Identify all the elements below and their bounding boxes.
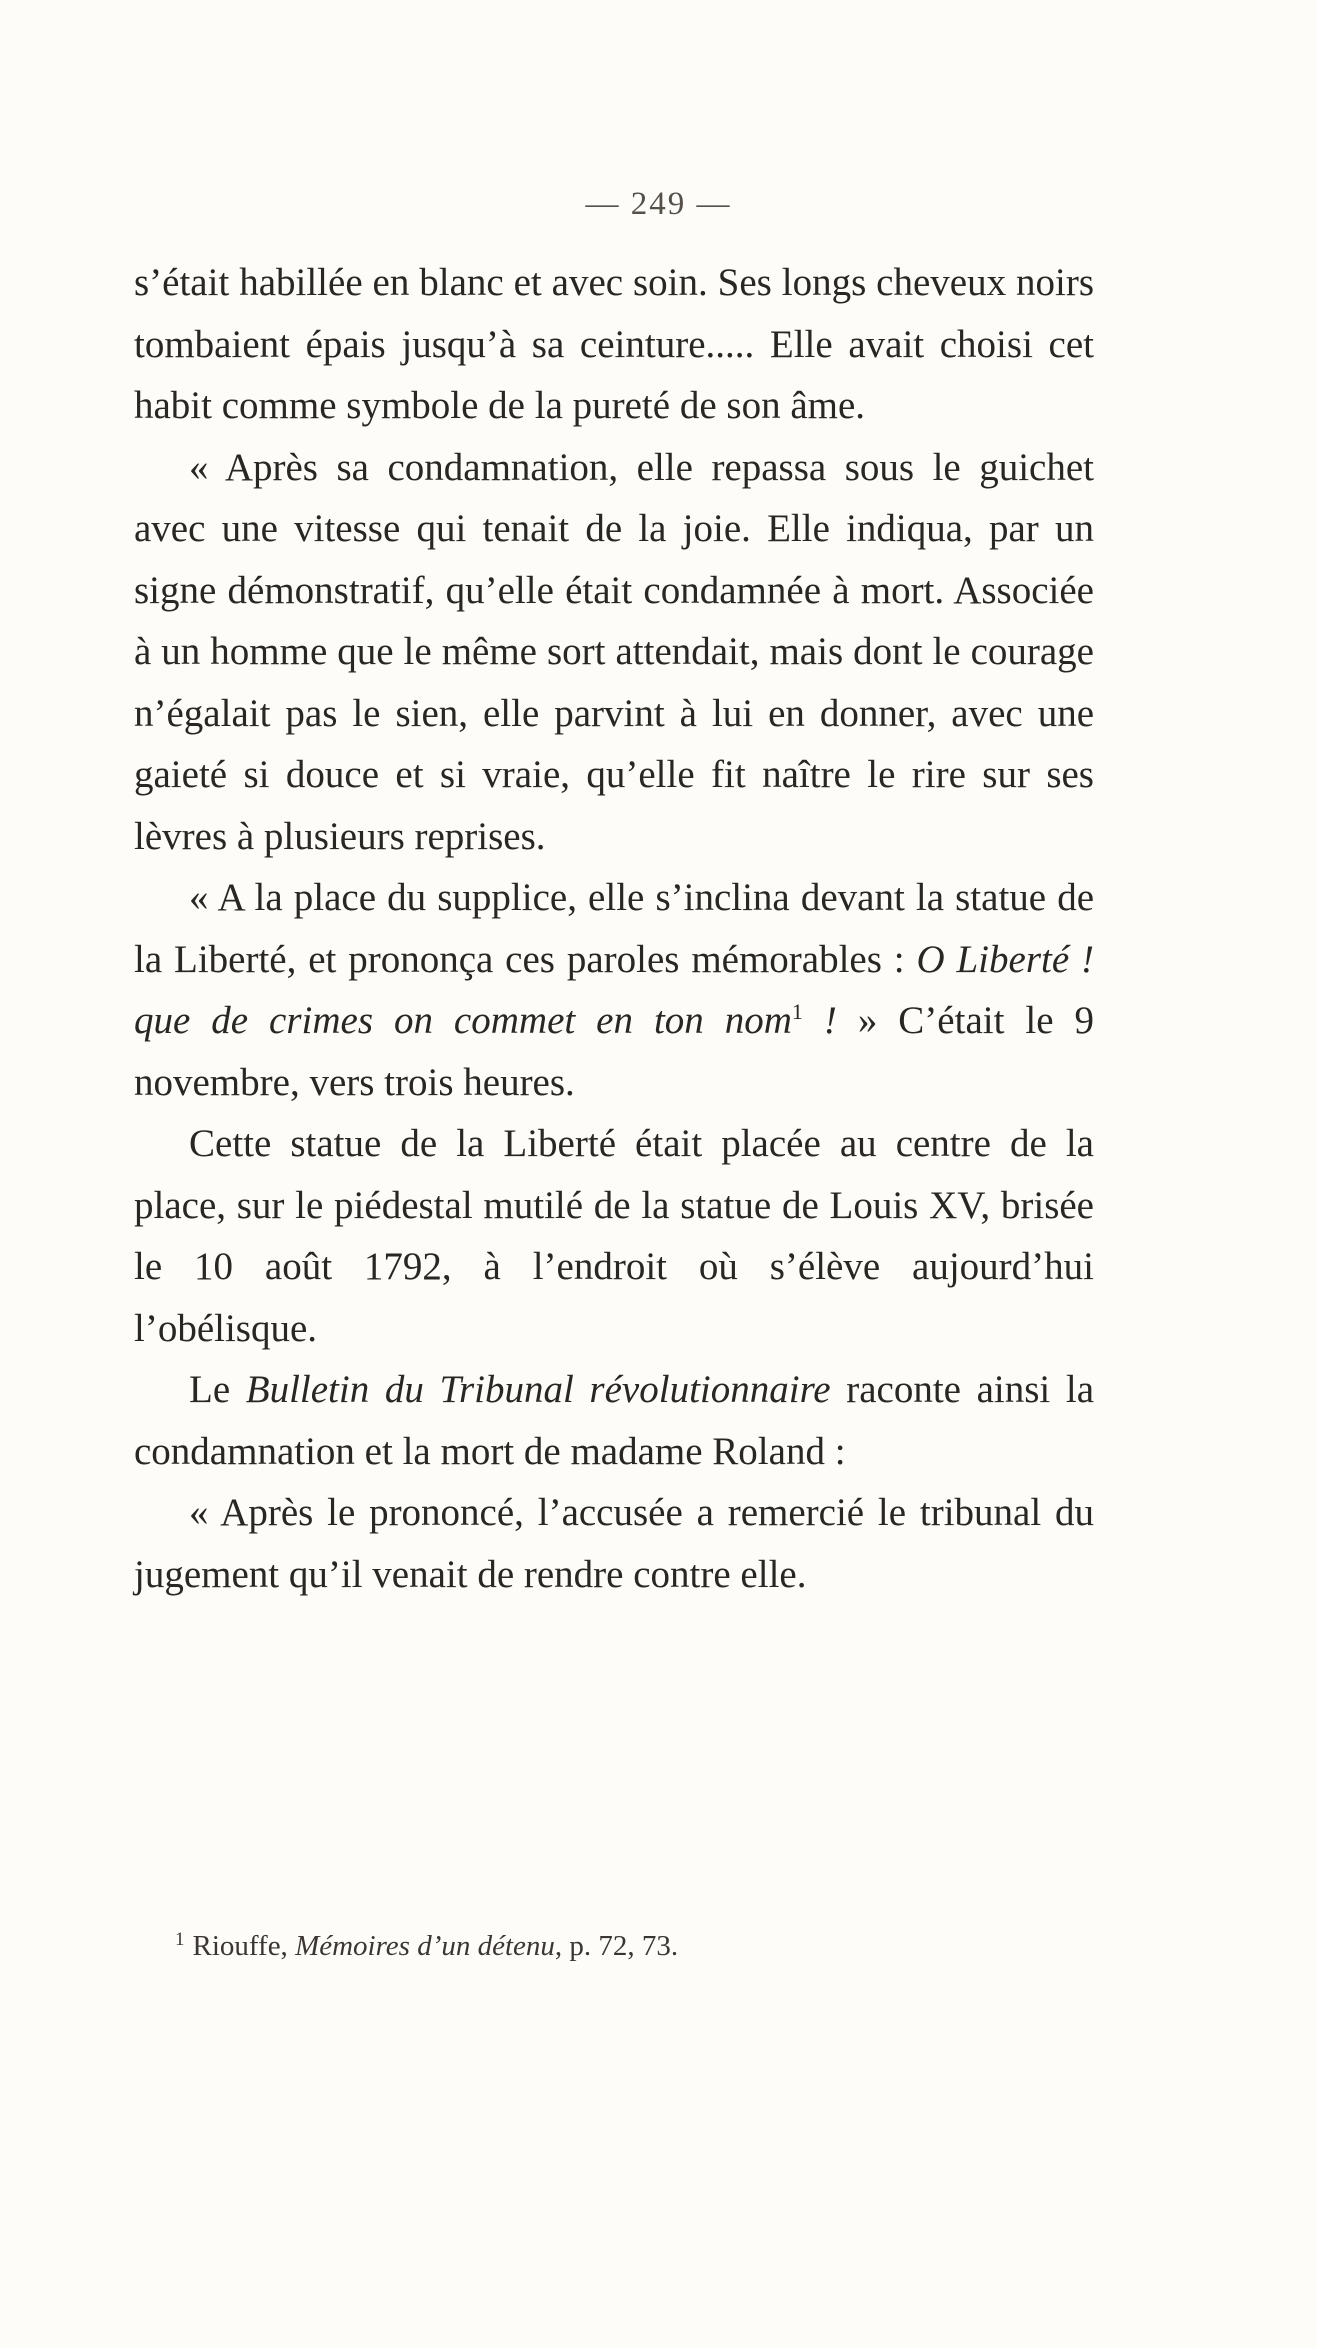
paragraph-3-outro: » C’était le 9 novembre, vers trois heures. — [134, 999, 1094, 1104]
paragraph-3-intro: « A la place du supplice, elle s’inclina devant la statue de la Liberté, et prononça ces paroles mémorables : — [134, 876, 1094, 981]
paragraph-5-outro: raconte ainsi la condamnation et la mort de madame Roland : — [134, 1368, 1095, 1473]
footnote — [175, 1926, 1075, 1966]
page-number: — 249 — — [585, 186, 732, 222]
quote-italic-end: ! — [802, 999, 837, 1042]
footnote-title: Mémoires d’un détenu — [295, 1930, 555, 1962]
footnote-reference: 1 — [791, 999, 803, 1024]
paragraph-3 — [134, 867, 1094, 1113]
quote-italic: O Liberté ! que de crimes on commet en ton nom — [134, 937, 1094, 1042]
paragraph-1: s’était habillée en blanc et avec soin. Ses longs cheveux noirs tombaient épais jusqu’à sa ceinture..... Elle avait choisi cet habit comme symbole de la pureté de son âme. — [134, 261, 1094, 427]
paragraph-6: « Après le prononcé, l’accusée a remercié le tribunal du jugement qu’il venait de rendre contre elle. — [134, 1491, 1094, 1596]
footnote-author: Riouffe, — [192, 1930, 296, 1962]
footnote-mark: 1 — [175, 1929, 185, 1950]
paragraph-2: « Après sa condamnation, elle repassa sous le guichet avec une vitesse qui tenait de la joie. Elle indiqua, par un signe démonstratif, qu’elle était condamnée à mort. Associée à un homme que le même sort attendait, mais dont le courage n’égalait pas le sien, elle parvint à lui en donner, avec une gaieté si douce et si vraie, qu’elle fit naître le rire sur ses lèvres à plusieurs reprises. — [134, 445, 1094, 858]
bulletin-title: Bulletin du Tribunal révolutionnaire — [245, 1368, 831, 1411]
body-text — [134, 252, 1094, 1605]
paragraph-5 — [134, 1359, 1094, 1482]
paragraph-5-intro: Le — [189, 1368, 246, 1411]
paragraph-4: Cette statue de la Liberté était placée au centre de la place, sur le piédestal mutilé de la statue de Louis XV, brisée le 10 août 1792, à l’endroit où s’élève aujourd’hui l’obélisque. — [134, 1122, 1094, 1350]
footnote-ref: , p. 72, 73. — [554, 1930, 679, 1962]
